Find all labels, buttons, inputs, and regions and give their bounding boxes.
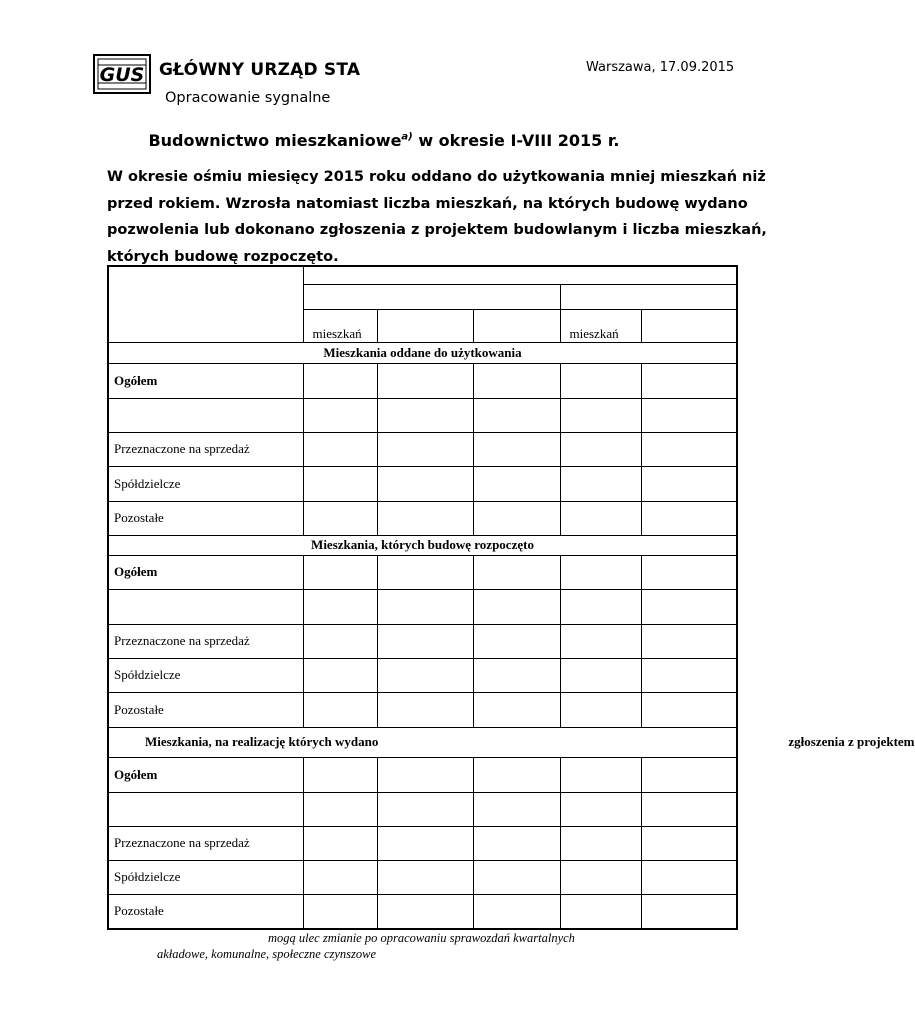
row-label: Ogółem	[108, 363, 303, 398]
lead-line: przed rokiem. Wzrosła natomiast liczba mieszkań, na których budowę wydano	[107, 195, 748, 212]
row-label: Spółdzielcze	[108, 466, 303, 501]
place-date: Warszawa, 17.09.2015	[586, 60, 735, 75]
table-row	[108, 432, 737, 466]
lead-line: W okresie ośmiu miesięcy 2015 roku oddano do użytkowania mniej mieszkań niż	[107, 169, 766, 185]
table-row	[108, 826, 737, 860]
housing-table	[107, 265, 915, 930]
row-label: Przeznaczone na sprzedaż	[108, 432, 303, 466]
row-label	[108, 792, 303, 826]
row-label: Spółdzielcze	[108, 658, 303, 692]
table-row	[108, 398, 737, 432]
header-corner-cell	[108, 266, 303, 342]
section-title-left: Mieszkania, na realizację których wydano	[145, 734, 379, 749]
header-cell	[377, 309, 473, 342]
section-title: Mieszkania oddane do użytkowania	[108, 342, 737, 363]
title-footnote-mark: a)	[401, 131, 413, 143]
header-row	[108, 266, 737, 284]
header-cell	[473, 309, 560, 342]
row-label	[108, 398, 303, 432]
lead-paragraph	[107, 164, 767, 270]
title-main: Budownictwo mieszkaniowe	[148, 131, 402, 150]
footnote-line: akładowe, komunalne, społeczne czynszowe	[157, 947, 377, 961]
table-row	[108, 792, 737, 826]
table-row	[108, 466, 737, 501]
row-label: Przeznaczone na sprzedaż	[108, 826, 303, 860]
release-type: Opracowanie sygnalne	[165, 90, 331, 106]
organization-name: GŁÓWNY URZĄD STA	[159, 60, 361, 80]
lead-line: których budowę rozpoczęto.	[107, 248, 339, 265]
title-period: w okresie I-VIII 2015 r.	[412, 131, 620, 150]
row-label: Ogółem	[108, 757, 303, 792]
row-label: Pozostałe	[108, 894, 303, 929]
document-title	[0, 131, 768, 150]
footnote-line: mogą ulec zmianie po opracowaniu sprawozdań kwartalnych	[268, 931, 575, 945]
table-row	[108, 692, 737, 727]
row-label: Pozostałe	[108, 501, 303, 535]
table-row	[108, 501, 737, 535]
table-row	[108, 624, 737, 658]
header-cell	[641, 309, 737, 342]
row-label	[108, 589, 303, 624]
section-header-row	[108, 342, 737, 363]
table-row	[108, 860, 737, 894]
section-title-right: zgłoszenia z projektem	[788, 734, 915, 749]
header-cell	[303, 284, 560, 309]
row-label: Przeznaczone na sprzedaż	[108, 624, 303, 658]
header-cell-dwellings: mieszkań	[303, 309, 377, 342]
row-label: Spółdzielcze	[108, 860, 303, 894]
header-cell	[560, 284, 737, 309]
section-header-row	[108, 535, 737, 555]
gus-logo	[92, 53, 152, 95]
logo-text: GUS	[99, 64, 145, 86]
table-row	[108, 555, 737, 589]
section-title: Mieszkania, których budowę rozpoczęto	[108, 535, 737, 555]
header-cell-dwellings: mieszkań	[560, 309, 641, 342]
table-row	[108, 363, 737, 398]
row-label: Pozostałe	[108, 692, 303, 727]
table-row	[108, 757, 737, 792]
lead-line: pozwolenia lub dokonano zgłoszenia z projektem budowlanym i liczba mieszkań,	[107, 222, 767, 238]
table-row	[108, 658, 737, 692]
table-row	[108, 894, 737, 929]
table-row	[108, 589, 737, 624]
section-header-row	[108, 727, 737, 757]
header-cell	[303, 266, 737, 284]
section-title	[108, 727, 915, 757]
row-label: Ogółem	[108, 555, 303, 589]
